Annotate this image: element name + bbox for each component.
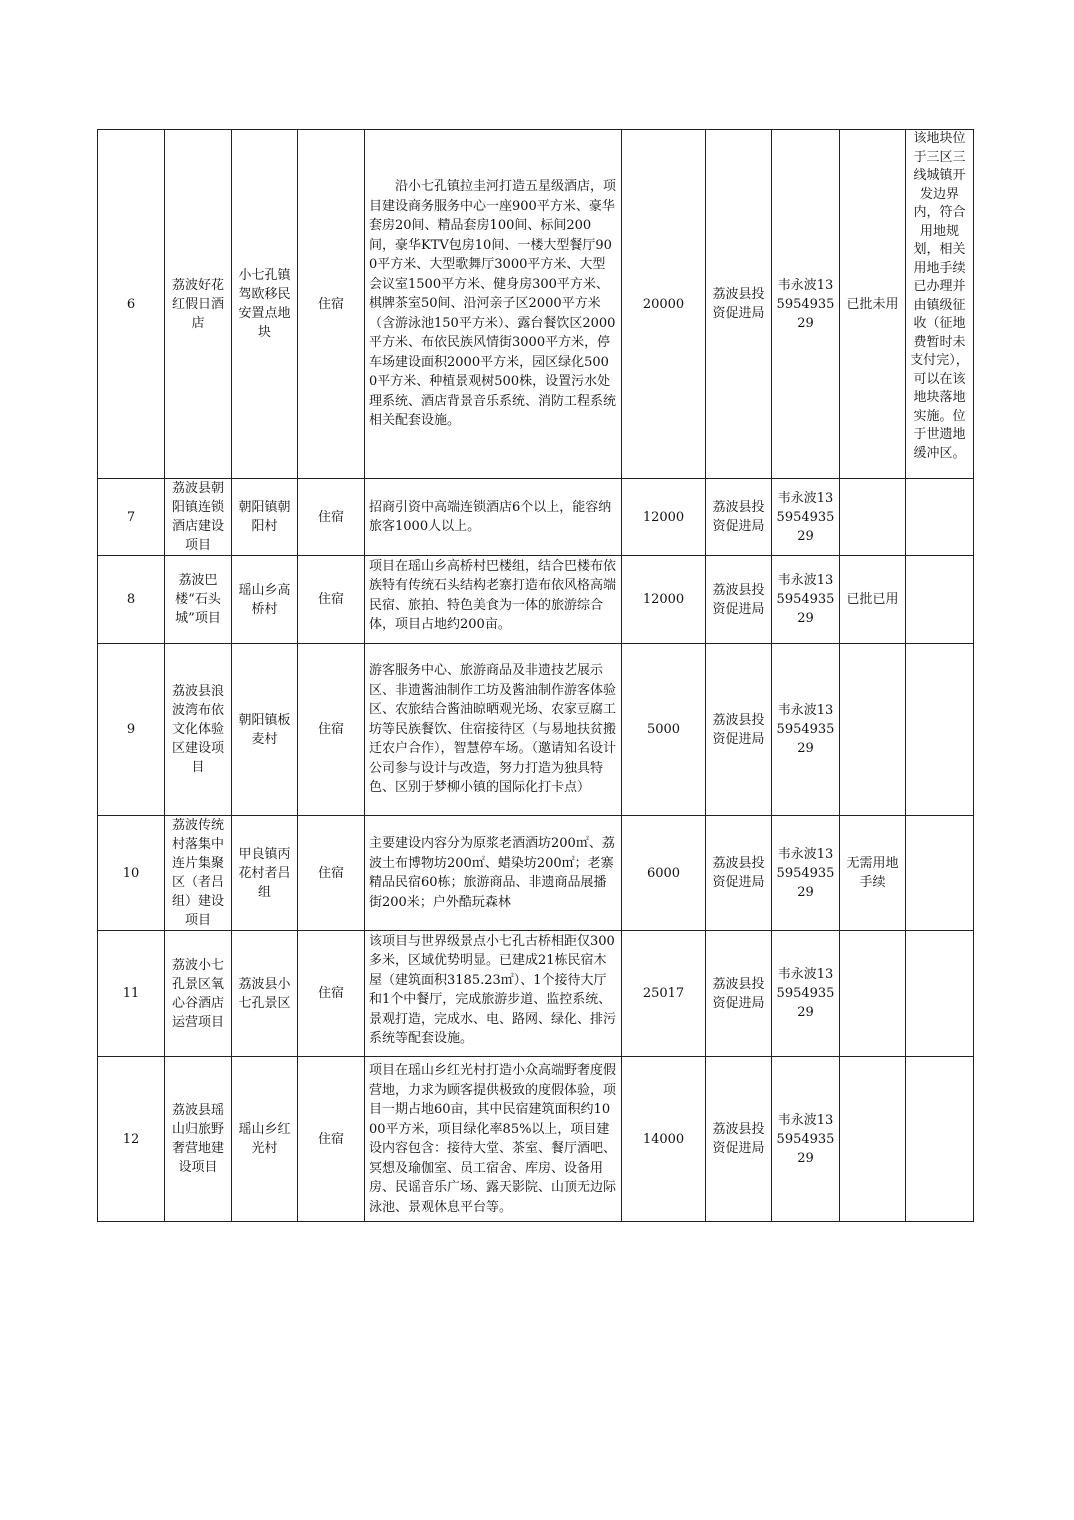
description-text: 游客服务中心、旅游商品及非遗技艺展示区、非遗酱油制作工坊及酱油制作游客体验区、农旅结合酱油晾晒观光场、农家豆腐工坊等民族餐饮、住宿接待区（与易地扶贫搬迁农户合作），智慧停车场。（邀请知名设计公司参与设计与改造，努力打造为独具特色、区别于梦柳小镇的国际化打卡点） <box>369 663 617 796</box>
cell-number: 7 <box>98 479 165 556</box>
project-table <box>97 129 974 1222</box>
cell-project-name: 荔波县浪波湾布依文化体验区建设项目 <box>165 644 232 816</box>
cell-location: 瑶山乡红光村 <box>232 1057 298 1222</box>
cell-unit: 荔波县投资促进局 <box>706 556 772 644</box>
cell-investment: 6000 <box>622 816 706 931</box>
cell-description <box>365 130 622 479</box>
cell-investment: 12000 <box>622 479 706 556</box>
cell-project-name: 荔波巴楼“石头城”项目 <box>165 556 232 644</box>
cell-project-name: 荔波传统村落集中连片集聚区（者吕组）建设项目 <box>165 816 232 931</box>
cell-land-status: 无需用地手续 <box>840 816 906 931</box>
cell-type: 住宿 <box>298 1057 365 1222</box>
cell-contact: 韦永波13595493529 <box>772 130 840 479</box>
cell-type: 住宿 <box>298 644 365 816</box>
description-text: 沿小七孔镇拉圭河打造五星级酒店，项目建设商务服务中心一座900平方米、豪华套房20间、精品套房100间、标间200间，豪华KTV包房10间、一楼大型餐厅900平方米、大型歌舞厅3000平方米、大型会议室1500平方米、健身房300平方米、棋牌茶室50间、沿河亲子区2000平方米（含游泳池150平方米）、露台餐饮区2000平方米、布依民族风情街3000平方米，停车场建设面积2000平方米，园区绿化5000平方米、种植景观树500株，设置污水处理系统、酒店背景音乐系统、消防工程系统相关配套设施。 <box>369 179 617 429</box>
cell-project-name: 荔波小七孔景区氧心谷酒店运营项目 <box>165 931 232 1057</box>
cell-type: 住宿 <box>298 931 365 1057</box>
cell-note <box>906 479 974 556</box>
cell-land-status <box>840 479 906 556</box>
description-text: 该项目与世界级景点小七孔古桥相距仅300多米，区域优势明显。已建成21栋民宿木屋（建筑面积3185.23㎡）、1个接待大厅和1个中餐厅，完成旅游步道、监控系统、景观打造，完成水、电、路网、绿化、排污系统等配套设施。 <box>369 933 617 1046</box>
cell-contact: 韦永波13595493529 <box>772 816 840 931</box>
cell-unit: 荔波县投资促进局 <box>706 644 772 816</box>
description-text: 项目在瑶山乡高桥村巴楼组，结合巴楼布依族特有传统石头结构老寨打造布依风格高端民宿、旅拍、特色美食为一体的旅游综合体，项目占地约200亩。 <box>369 558 617 632</box>
cell-land-status <box>840 1057 906 1222</box>
cell-investment: 14000 <box>622 1057 706 1222</box>
cell-note <box>906 644 974 816</box>
table-row <box>98 1057 974 1222</box>
cell-investment: 12000 <box>622 556 706 644</box>
note-text: 该地块位于三区三线城镇开发边界内，符合用地规划，相关用地手续已办理并由镇级征收（征地费暂时未支付完），可以在该地块落地实施。位于世遗地缓冲区。 <box>910 131 969 461</box>
cell-location: 甲良镇丙花村者吕组 <box>232 816 298 931</box>
cell-unit: 荔波县投资促进局 <box>706 479 772 556</box>
cell-number: 9 <box>98 644 165 816</box>
cell-type: 住宿 <box>298 816 365 931</box>
cell-note <box>906 1057 974 1222</box>
cell-investment: 20000 <box>622 130 706 479</box>
cell-location: 朝阳镇朝阳村 <box>232 479 298 556</box>
cell-description <box>365 1057 622 1222</box>
cell-contact: 韦永波13595493529 <box>772 556 840 644</box>
description-text: 主要建设内容分为原浆老酒酒坊200㎡、荔波土布博物坊200㎡、蜡染坊200㎡；老寨精品民宿60栋；旅游商品、非遗商品展播街200米；户外酷玩森林 <box>369 836 615 910</box>
cell-description <box>365 479 622 556</box>
table-row <box>98 556 974 644</box>
cell-project-name: 荔波好花红假日酒店 <box>165 130 232 479</box>
cell-land-status <box>840 644 906 816</box>
cell-note <box>906 931 974 1057</box>
table-row <box>98 644 974 816</box>
cell-number: 6 <box>98 130 165 479</box>
cell-project-name: 荔波县瑶山归旅野奢营地建设项目 <box>165 1057 232 1222</box>
cell-note <box>906 556 974 644</box>
cell-location: 荔波县小七孔景区 <box>232 931 298 1057</box>
cell-unit: 荔波县投资促进局 <box>706 1057 772 1222</box>
cell-land-status: 已批已用 <box>840 556 906 644</box>
cell-land-status: 已批未用 <box>840 130 906 479</box>
cell-note <box>906 130 974 479</box>
table-row <box>98 130 974 479</box>
cell-description <box>365 644 622 816</box>
table-body <box>98 130 974 1222</box>
cell-contact: 韦永波13595493529 <box>772 931 840 1057</box>
cell-type: 住宿 <box>298 479 365 556</box>
cell-contact: 韦永波13595493529 <box>772 644 840 816</box>
cell-land-status <box>840 931 906 1057</box>
cell-unit: 荔波县投资促进局 <box>706 816 772 931</box>
cell-note <box>906 816 974 931</box>
cell-type: 住宿 <box>298 556 365 644</box>
cell-description <box>365 931 622 1057</box>
table-row <box>98 479 974 556</box>
cell-contact: 韦永波13595493529 <box>772 479 840 556</box>
cell-number: 8 <box>98 556 165 644</box>
cell-project-name: 荔波县朝阳镇连锁酒店建设项目 <box>165 479 232 556</box>
cell-location: 瑶山乡高桥村 <box>232 556 298 644</box>
cell-number: 12 <box>98 1057 165 1222</box>
cell-description <box>365 816 622 931</box>
cell-unit: 荔波县投资促进局 <box>706 931 772 1057</box>
cell-location: 朝阳镇板麦村 <box>232 644 298 816</box>
cell-number: 10 <box>98 816 165 931</box>
table-row <box>98 931 974 1057</box>
cell-type: 住宿 <box>298 130 365 479</box>
cell-description <box>365 556 622 644</box>
table-row <box>98 816 974 931</box>
description-text: 招商引资中高端连锁酒店6个以上，能容纳旅客1000人以上。 <box>369 499 612 534</box>
description-text: 项目在瑶山乡红光村打造小众高端野奢度假营地，力求为顾客提供极致的度假体验，项目一期占地60亩，其中民宿建筑面积约1000平方米，项目绿化率85%以上，项目建设内容包含：接待大堂、茶室、餐厅酒吧、冥想及瑜伽室、员工宿舍、库房、设备用房、民谣音乐广场、露天影院、山顶无边际泳池、景观休息平台等。 <box>369 1063 617 1215</box>
cell-unit: 荔波县投资促进局 <box>706 130 772 479</box>
cell-investment: 5000 <box>622 644 706 816</box>
cell-investment: 25017 <box>622 931 706 1057</box>
cell-number: 11 <box>98 931 165 1057</box>
cell-location: 小七孔镇驾欧移民安置点地块 <box>232 130 298 479</box>
cell-contact: 韦永波13595493529 <box>772 1057 840 1222</box>
